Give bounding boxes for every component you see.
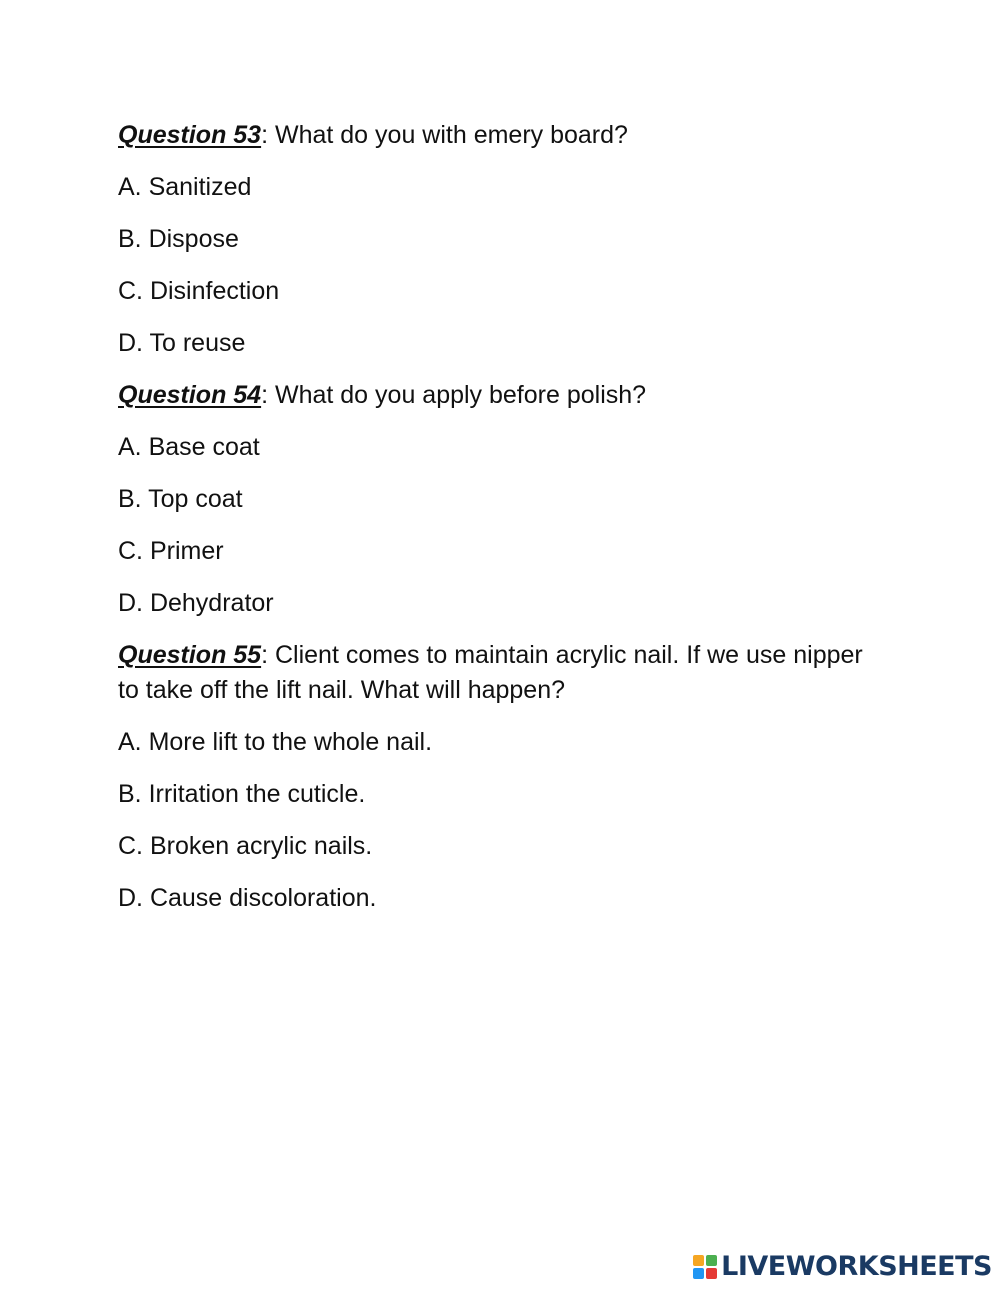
question-number: Question 54 [118, 381, 262, 409]
question-text: : Client comes to maintain acrylic nail. If we use nipper to take off the lift nail. What will happen? [118, 641, 863, 704]
question-number: Question 55 [118, 641, 262, 669]
option-a[interactable]: A. Base coat [118, 433, 260, 461]
question-text: : What do you apply before polish? [261, 381, 647, 409]
option-b[interactable]: B. Dispose [118, 225, 239, 253]
liveworksheets-logo-icon [693, 1255, 717, 1279]
option-a[interactable]: A. More lift to the whole nail. [118, 728, 433, 756]
question-text: : What do you with emery board? [261, 121, 628, 149]
liveworksheets-brand[interactable] [693, 1251, 992, 1283]
logo-square [693, 1268, 704, 1279]
question-53 [118, 118, 878, 153]
option-b[interactable]: B. Top coat [118, 485, 243, 513]
question-54 [118, 378, 878, 413]
question-block-54 [118, 378, 878, 621]
option-a[interactable]: A. Sanitized [118, 173, 252, 201]
question-number: Question 53 [118, 121, 262, 149]
option-d[interactable]: D. Dehydrator [118, 589, 274, 617]
question-block-53 [118, 118, 878, 361]
logo-square [693, 1255, 704, 1266]
option-c[interactable]: C. Primer [118, 537, 224, 565]
brand-text: LIVEWORKSHEETS [721, 1251, 992, 1282]
option-c[interactable]: C. Disinfection [118, 277, 280, 305]
option-b[interactable]: B. Irritation the cuticle. [118, 780, 366, 808]
option-d[interactable]: D. To reuse [118, 329, 246, 357]
worksheet [118, 118, 878, 933]
question-55 [118, 638, 878, 708]
logo-square [706, 1255, 717, 1266]
logo-square [706, 1268, 717, 1279]
option-c[interactable]: C. Broken acrylic nails. [118, 832, 373, 860]
option-d[interactable]: D. Cause discoloration. [118, 884, 377, 912]
question-block-55 [118, 638, 878, 916]
